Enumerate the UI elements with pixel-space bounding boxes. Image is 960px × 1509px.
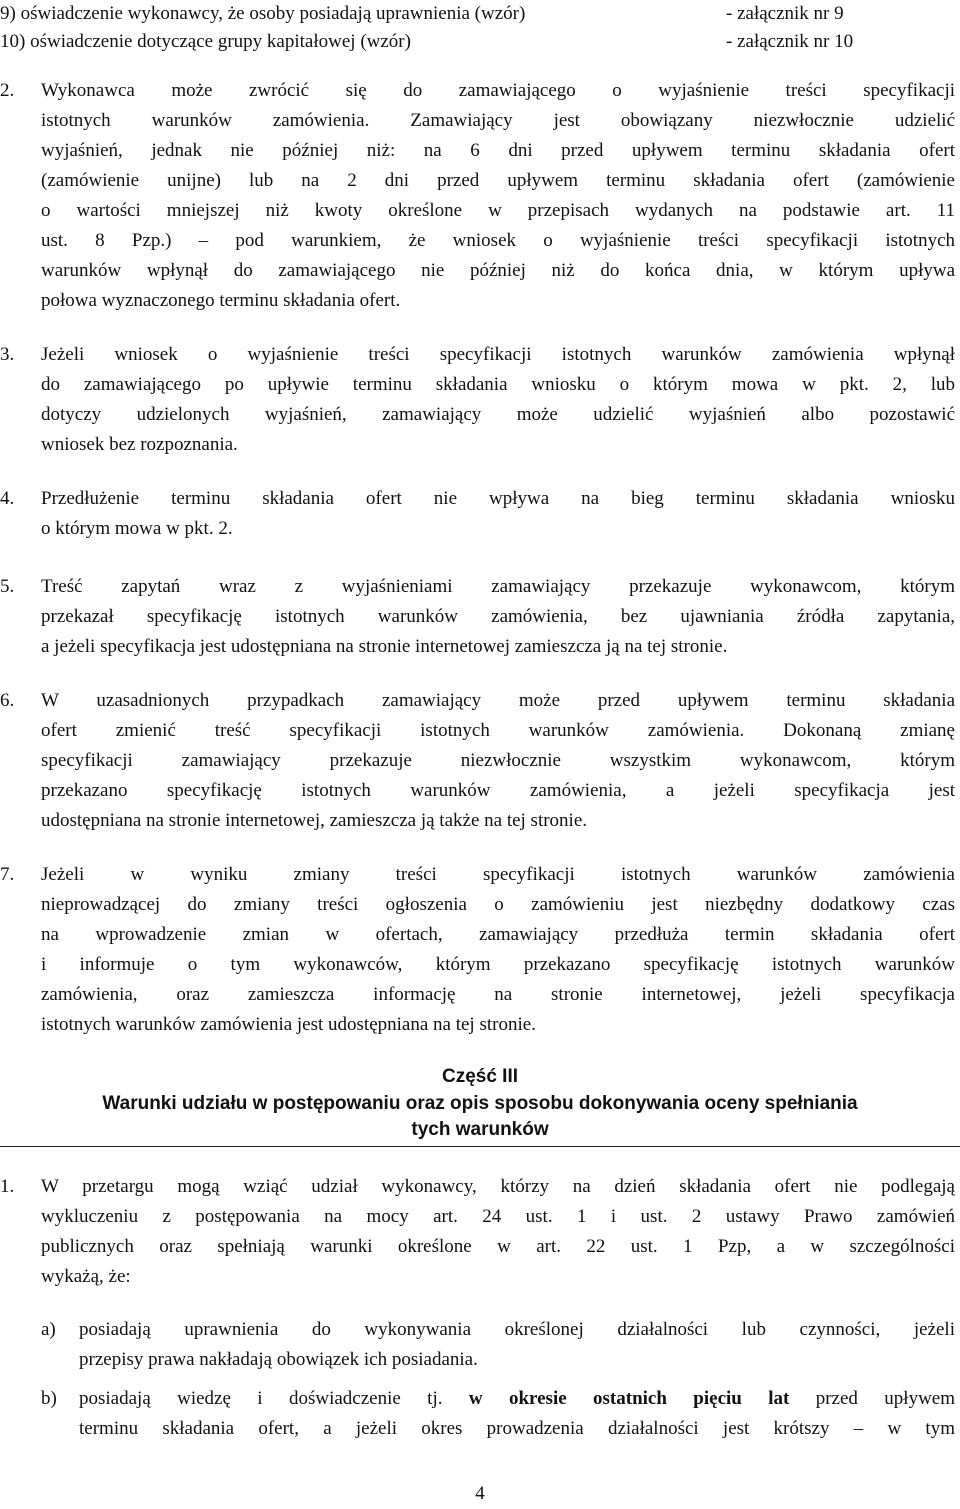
text-line: specyfikacji zamawiający przekazuje niezwłocznie wszystkim wykonawcom, którym (41, 750, 955, 771)
text-run: przed upływem (815, 1388, 955, 1409)
text-line: (zamówienie unijne) lub na 2 dni przed upływem terminu składania ofert (zamówienie (41, 170, 955, 191)
attachment-ref: - załącznik nr 10 (726, 31, 854, 52)
text-line: o wartości mniejszej niż kwoty określone w przepisach wydanych na podstawie art. 11 (41, 200, 955, 221)
attachment-label: 9) oświadczenie wykonawcy, że osoby posiadają uprawnienia (wzór) (0, 3, 526, 24)
item-number: 5. (0, 576, 15, 597)
text-line: Jeżeli wniosek o wyjaśnienie treści specyfikacji istotnych warunków zamówienia wpłynął (41, 344, 955, 365)
item-text (41, 484, 955, 544)
page-number: 4 (475, 1483, 485, 1504)
text-line: udostępniana na stronie internetowej, zamieszcza ją także na tej stronie. (41, 810, 588, 831)
item-text (41, 1172, 955, 1292)
text-line: W przetargu mogą wziąć udział wykonawcy, którzy na dzień składania ofert nie podlegają (41, 1176, 955, 1197)
text-line: i informuje o tym wykonawców, którym przekazano specyfikację istotnych warunków (41, 954, 955, 975)
item-text (41, 76, 955, 316)
item-text (41, 572, 955, 662)
text-line: wykażą, że: (41, 1266, 131, 1287)
text-line: dotyczy udzielonych wyjaśnień, zamawiający może udzielić wyjaśnień albo pozostawić (41, 404, 955, 425)
text-line: przekazano specyfikację istotnych warunków zamówienia, a jeżeli specyfikacja jest (41, 780, 955, 801)
text-line: posiadają uprawnienia do wykonywania określonej działalności lub czynności, jeżeli (79, 1319, 955, 1340)
text-line: wyjaśnień, jednak nie później niż: na 6 dni przed upływem terminu składania ofert (41, 140, 955, 161)
emphasis-text: w okresie ostatnich pięciu lat (468, 1388, 790, 1409)
text-line: istotnych warunków zamówienia. Zamawiający jest obowiązany niezwłocznie udzielić (41, 110, 955, 131)
item-letter: b) (41, 1388, 57, 1409)
text-line: do zamawiającego po upływie terminu składania wniosku o którym mowa w pkt. 2, lub (41, 374, 955, 395)
attachment-ref: - załącznik nr 9 (726, 3, 844, 24)
text-line: o którym mowa w pkt. 2. (41, 518, 233, 539)
text-line: a jeżeli specyfikacja jest udostępniana na stronie internetowej zamieszcza ją na tej stronie. (41, 636, 728, 657)
section-divider (0, 1146, 960, 1147)
text-line: istotnych warunków zamówienia jest udostępniana na tej stronie. (41, 1014, 536, 1035)
text-line: na wprowadzenie zmian w ofertach, zamawiający przedłuża termin składania ofert (41, 924, 955, 945)
text-line: przekazał specyfikację istotnych warunków zamówienia, bez ujawniania źródła zapytania, (41, 606, 955, 627)
text-line: warunków wpłynął do zamawiającego nie później niż do końca dnia, w którym upływa (41, 260, 955, 281)
text-line: wniosek bez rozpoznania. (41, 434, 238, 455)
text-line: terminu składania ofert, a jeżeli okres prowadzenia działalności jest krótszy – w tym (79, 1418, 955, 1439)
item-text (79, 1315, 955, 1375)
text-line: W uzasadnionych przypadkach zamawiający może przed upływem terminu składania (41, 690, 955, 711)
item-text (79, 1384, 955, 1444)
item-text (41, 686, 955, 836)
item-number: 3. (0, 344, 15, 365)
text-line: nieprowadzącej do zmiany treści ogłoszenia o zamówieniu jest niezbędny dodatkowy czas (41, 894, 955, 915)
text-line: ofert zmienić treść specyfikacji istotnych warunków zamówienia. Dokonaną zmianę (41, 720, 955, 741)
text-run: posiadają wiedzę i doświadczenie tj. (79, 1388, 443, 1409)
text-line: zamówienia, oraz zamieszcza informację na stronie internetowej, jeżeli specyfikacja (41, 984, 955, 1005)
text-line: ust. 8 Pzp.) – pod warunkiem, że wniosek o wyjaśnienie treści specyfikacji istotnych (41, 230, 955, 251)
attachment-label: 10) oświadczenie dotyczące grupy kapitałowej (wzór) (0, 31, 411, 52)
item-number: 1. (0, 1176, 15, 1197)
item-number: 7. (0, 864, 15, 885)
section-subtitle: Warunki udziału w postępowaniu oraz opis sposobu dokonywania oceny spełniania (102, 1093, 858, 1114)
text-line: wykluczeniu z postępowania na mocy art. 24 ust. 1 i ust. 2 ustawy Prawo zamówień (41, 1206, 955, 1227)
text-line: Wykonawca może zwrócić się do zamawiającego o wyjaśnienie treści specyfikacji (41, 80, 955, 101)
item-number: 2. (0, 80, 15, 101)
text-line: publicznych oraz spełniają warunki określone w art. 22 ust. 1 Pzp, a w szczególności (41, 1236, 955, 1257)
section-subtitle: tych warunków (411, 1119, 549, 1140)
text-line: przepisy prawa nakładają obowiązek ich posiadania. (79, 1349, 478, 1370)
text-line: Treść zapytań wraz z wyjaśnieniami zamawiający przekazuje wykonawcom, którym (41, 576, 955, 597)
item-letter: a) (41, 1319, 56, 1340)
item-number: 6. (0, 690, 15, 711)
item-text (41, 340, 955, 460)
item-number: 4. (0, 488, 15, 509)
item-text (41, 860, 955, 1040)
text-line (79, 1384, 955, 1414)
text-line: Przedłużenie terminu składania ofert nie wpływa na bieg terminu składania wniosku (41, 488, 955, 509)
text-line: Jeżeli w wyniku zmiany treści specyfikacji istotnych warunków zamówienia (41, 864, 955, 885)
section-title: Część III (441, 1066, 519, 1087)
text-line: połowa wyznaczonego terminu składania ofert. (41, 290, 401, 311)
